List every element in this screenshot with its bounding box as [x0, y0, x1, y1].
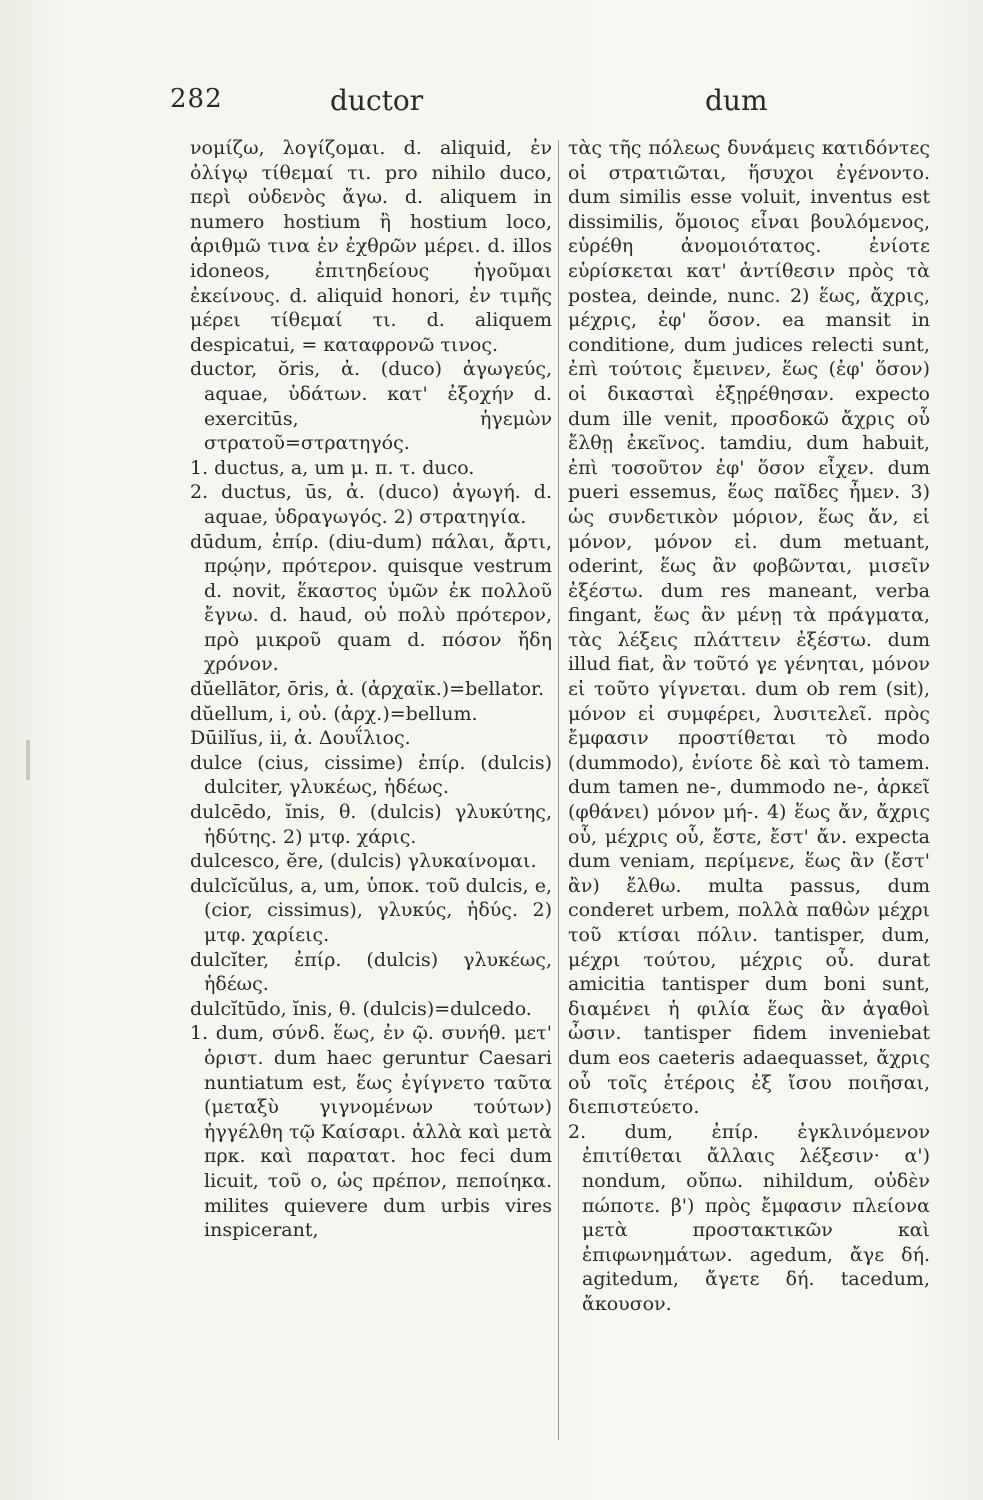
dictionary-entry: dŭellum, i, οὐ. (ἀρχ.)=bellum.	[190, 702, 478, 725]
right-running-head: dum	[705, 84, 768, 117]
dictionary-entry: νομίζω, λογίζομαι. d. aliquid, ἐν ὀλίγῳ τίθεμαί τι. pro nihilo duco, περὶ οὐδενὸς ἄγω. d. aliquem in numero hostium ἢ hostium loco, ἀριθμῶ τινα ἐν ἐχθρῶν μέρει. d. illos idoneos, ἐπιτηδείους ἡγοῦμαι ἐκείνους. d. aliquid honori, ἐν τιμῆς μέρει τίθεμαί τι. d. aliquem despicatui, = καταφρονῶ τινος.	[190, 137, 552, 356]
dictionary-entry: dulcesco, ĕre, (dulcis) γλυκαίνομαι.	[190, 850, 537, 873]
left-running-head: ductor	[330, 84, 424, 117]
left-column	[190, 136, 552, 1446]
dictionary-entry: dulcĭtūdo, ĭnis, θ. (dulcis)=dulcedo.	[190, 997, 532, 1020]
dictionary-entry: 1. ductus, a, um μ. π. τ. duco.	[190, 456, 475, 479]
dictionary-entry: dulcĭter, ἐπίρ. (dulcis) γλυκέως, ἡδέως.	[190, 948, 552, 996]
right-column	[568, 136, 930, 1446]
dictionary-entry: Dūilĭus, ii, ἀ. Δουΐλιος.	[190, 727, 411, 750]
dictionary-entry: dŭellātor, ōris, ἀ. (ἀρχαϊκ.)=bellator.	[190, 678, 545, 701]
dictionary-entry: dulcēdo, ĭnis, θ. (dulcis) γλυκύτης, ἡδύτης. 2) μτφ. χάρις.	[190, 801, 552, 848]
dictionary-entry: 1. dum, σύνδ. ἕως, ἐν ῷ. συνήθ. μετ' ὁριστ. dum haec geruntur Caesari nuntiatum est, ἕως ἐγίγνετο ταῦτα (μεταξὺ γιγνομένων τούτων) ἠγγέλθη τῷ Καίσαρι. ἀλλὰ καὶ μετὰ πρκ. καὶ παρατατ. hoc feci dum licuit, τοῦ ο, ὡς πρέπον, πεποίηκα. milites quievere dum urbis vires inspicerant,	[190, 1022, 552, 1242]
column-divider	[558, 140, 559, 1440]
dictionary-entry: ductor, ŏris, ἀ. (duco) ἀγωγεύς, aquae, ὑδάτων. κατ' ἐξοχήν d. exercitūs, ἡγεμὼν στρατοῦ=στρατηγός.	[190, 358, 552, 455]
dictionary-entry: dulcĭcŭlus, a, um, ὑποκ. τοῦ dulcis, e, (cior, cissimus), γλυκύς, ἡδύς. 2) μτφ. χαρίεις.	[190, 874, 552, 946]
dictionary-entry: dulce (cius, cissime) ἐπίρ. (dulcis) dulciter, γλυκέως, ἡδέως.	[190, 751, 552, 799]
dictionary-entry: 2. ductus, ūs, ἀ. (duco) ἀγωγή. d. aquae, ὑδραγωγός. 2) στρατηγία.	[190, 481, 552, 528]
page-number: 282	[170, 84, 223, 114]
binding-mark	[26, 740, 30, 780]
dictionary-entry: 2. dum, ἐπίρ. ἐγκλινόμενον ἐπιτίθεται ἄλλαις λέξεσιν· α') nondum, οὔπω. nihildum, οὐδὲν πώποτε. β') πρὸς ἔμφασιν πλείονα μετὰ προστακτικῶν καὶ ἐπιφωνημάτων. agedum, ἄγε δή. agitedum, ἄγετε δή. tacedum, ἄκουσον.	[568, 1120, 930, 1315]
dictionary-entry: dūdum, ἐπίρ. (diu-dum) πάλαι, ἄρτι, πρῴην, πρότερον. quisque vestrum d. novit, ἕκαστος ὑμῶν ἐκ πολλοῦ ἔγνω. d. haud, οὐ πολὺ πρότερον, πρὸ μικροῦ quam d. πόσον ἤδη χρόνον.	[190, 530, 552, 676]
page-header	[0, 84, 983, 124]
dictionary-entry: τὰς τῆς πόλεως δυνάμεις κατιδόντες οἱ στρατιῶται, ἥσυχοι ἐγένοντο. dum similis esse voluit, inventus est dissimilis, ὅμοιος εἶναι βουλόμενος, εὑρέθη ἀνομοιότατος. ἐνίοτε εὑρίσκεται κατ' ἀντίθεσιν πρὸς τὰ postea, deinde, nunc. 2) ἕως, ἄχρις, μέχρις, ἐφ' ὅσον. ea mansit in conditione, dum judices relecti sunt, ἐπὶ τούτοις ἔμεινεν, ἕως (ἐφ' ὅσον) οἱ δικασταὶ ἐξῃρέθησαν. expecto dum ille venit, προσδοκῶ ἄχρις οὗ ἔλθῃ ἐκεῖνος. tamdiu, dum habuit, ἐπὶ τοσοῦτον ἐφ' ὅσον εἶχεν. dum pueri essemus, ἕως παῖδες ἦμεν. 3) ὡς συνδετικὸν μόριον, ἕως ἄν, εἰ μόνον, μόνον εἰ. dum metuant, oderint, ἕως ἂν φοβῶνται, μισεῖν ἐξέστω. dum res maneant, verba fingant, ἕως ἂν μένῃ τὰ πράγματα, τὰς λέξεις πλάττειν ἐξέστω. dum illud fiat, ἂν τοῦτό γε γένηται, μόνον εἰ τοῦτο γίγνεται. dum ob rem (sit), μόνον εἰ συμφέρει, λυσιτελεῖ. πρὸς ἔμφασιν προστίθεται τὸ modo (dummodo), ἐνίοτε δὲ καὶ τὸ tamem. dum tamen ne-, dummodo ne-, ἀρκεῖ (φθάνει) μόνον μή-. 4) ἕως ἄν, ἄχρις οὗ, μέχρις οὗ, ἔστε, ἔστ' ἄν. expecta dum veniam, περίμενε, ἕως ἂν (ἔστ' ἂν) ἔλθω. multa passus, dum conderet urbem, πολλὰ παθὼν μέχρι τοῦ κτίσαι πόλιν. tantisper, dum, μέχρι τούτου, μέχρις οὗ. durat amicitia tantisper dum boni sunt, διαμένει ἡ φιλία ἕως ἂν ἀγαθοὶ ὦσιν. tantisper fidem inveniebat dum eos caeteris adaequasset, ἄχρις οὗ τοῖς ἑτέροις ἐξ ἴσου ποιῆσαι, διεπιστεύετο.	[568, 137, 930, 1119]
